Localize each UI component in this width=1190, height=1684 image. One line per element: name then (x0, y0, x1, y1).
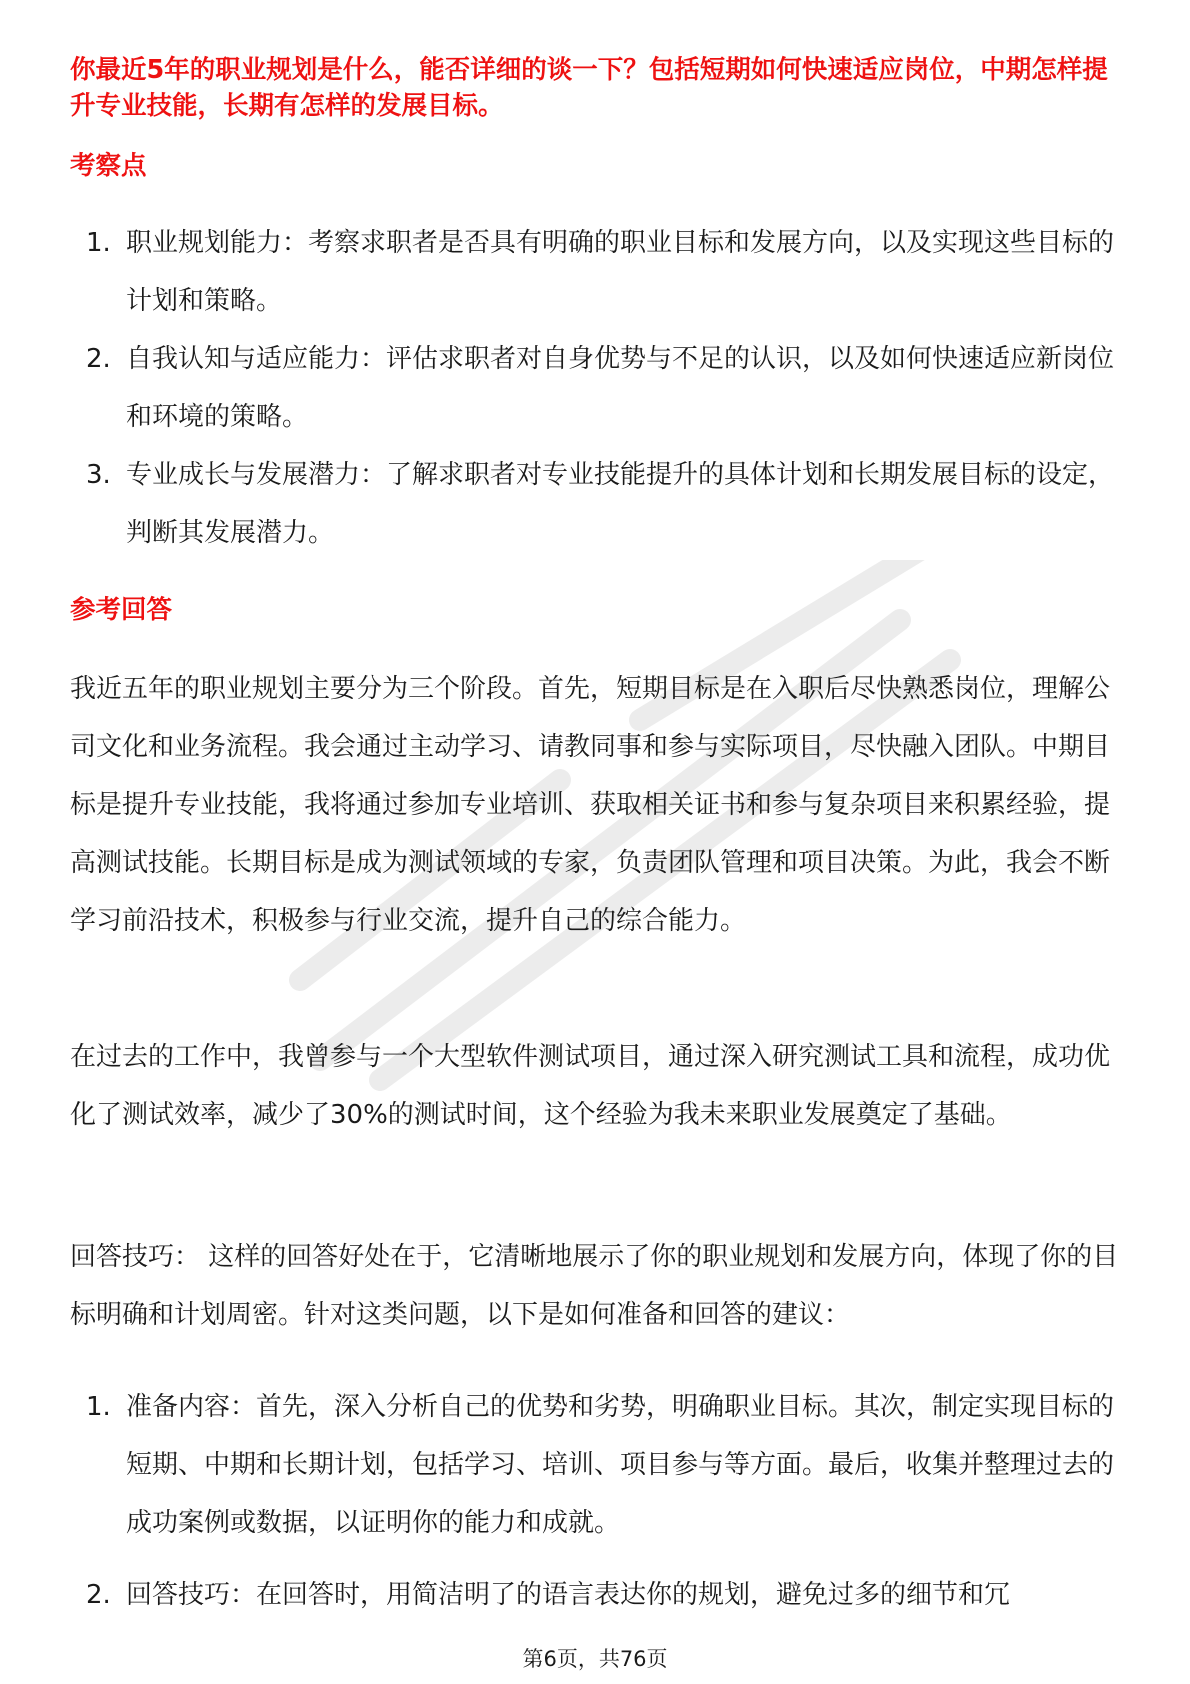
exam-points-list (70, 214, 1130, 562)
list-item-number: 2. (86, 1580, 111, 1610)
list-item (70, 214, 1130, 330)
question-heading: 你最近5年的职业规划是什么，能否详细的谈一下？包括短期如何快速适应岗位，中期怎样提升专业技能，长期有怎样的发展目标。 (70, 55, 1108, 121)
list-item-text: 自我认知与适应能力：评估求职者对自身优势与不足的认识，以及如何快速适应新岗位和环境的策略。 (126, 344, 1115, 432)
answer-paragraph: 我近五年的职业规划主要分为三个阶段。首先，短期目标是在入职后尽快熟悉岗位，理解公司文化和业务流程。我会通过主动学习、请教同事和参与实际项目，尽快融入团队。中期目标是提升专业技能，我将通过参加专业培训、获取相关证书和参与复杂项目来积累经验，提高测试技能。长期目标是成为测试领域的专家，负责团队管理和项目决策。为此，我会不断学习前沿技术，积极参与行业交流，提升自己的综合能力。 (70, 674, 1111, 936)
list-item (70, 1566, 1130, 1624)
list-item-number: 1. (86, 1392, 111, 1422)
page-footer: 第6页，共76页 (522, 1647, 668, 1671)
list-item (70, 1378, 1130, 1552)
list-item-text: 职业规划能力：考察求职者是否具有明确的职业目标和发展方向，以及实现这些目标的计划和策略。 (126, 228, 1115, 316)
list-item-text: 回答技巧：在回答时，用简洁明了的语言表达你的规划，避免过多的细节和冗 (126, 1580, 1011, 1610)
list-item-number: 1. (86, 228, 111, 258)
tips-list (70, 1378, 1130, 1638)
list-item-text: 准备内容：首先，深入分析自己的优势和劣势，明确职业目标。其次，制定实现目标的短期、中期和长期计划，包括学习、培训、项目参与等方面。最后，收集并整理过去的成功案例或数据，以证明你的能力和成就。 (126, 1392, 1115, 1538)
section-title-reference-answer: 参考回答 (70, 595, 173, 625)
list-item (70, 330, 1130, 446)
section-title-exam-points: 考察点 (70, 151, 147, 181)
list-item-number: 2. (86, 344, 111, 374)
list-item-text: 专业成长与发展潜力：了解求职者对专业技能提升的具体计划和长期发展目标的设定，判断其发展潜力。 (126, 460, 1115, 548)
list-item-number: 3. (86, 460, 111, 490)
experience-paragraph: 在过去的工作中，我曾参与一个大型软件测试项目，通过深入研究测试工具和流程，成功优化了测试效率，减少了30%的测试时间，这个经验为我未来职业发展奠定了基础。 (70, 1042, 1111, 1130)
tips-intro-paragraph: 回答技巧： 这样的回答好处在于，它清晰地展示了你的职业规划和发展方向，体现了你的目标明确和计划周密。针对这类问题，以下是如何准备和回答的建议： (70, 1242, 1119, 1330)
list-item (70, 446, 1130, 562)
